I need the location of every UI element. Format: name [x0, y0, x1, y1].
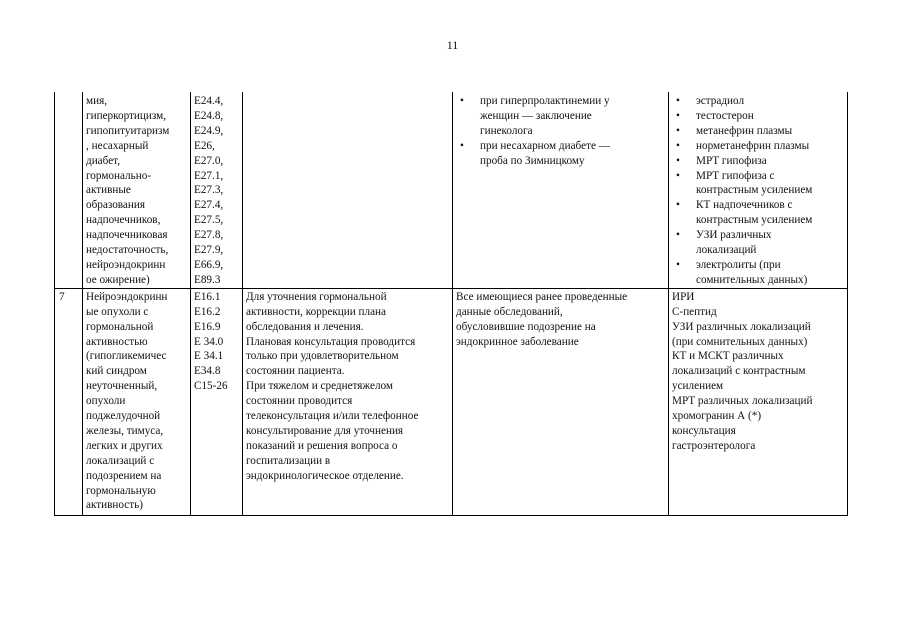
- goal-line: эндокринологическое отделение.: [246, 469, 404, 482]
- exam-line: локализаций с контрастным: [672, 365, 806, 378]
- bullet-icon: •: [460, 139, 464, 152]
- exam-item: [672, 169, 844, 199]
- diagnosis-cell: [83, 92, 191, 288]
- prior-exam-item: [456, 139, 665, 169]
- diagnosis-line: неуточненный,: [86, 380, 158, 393]
- icd-code: E16.1: [194, 290, 221, 303]
- bullet-icon: •: [676, 229, 680, 242]
- exam-item-text: УЗИ различных: [696, 229, 772, 242]
- exam-item: [672, 154, 844, 169]
- icd-code: E27.0,: [194, 154, 224, 167]
- diagnosis-line: гипопитуитаризм: [86, 124, 170, 137]
- exam-line: хромогранин А (*): [672, 410, 762, 423]
- icd-code: E26,: [194, 139, 215, 152]
- icd-codes-cell: [191, 288, 243, 516]
- icd-code: E16.9: [194, 320, 221, 333]
- exam-item-text: контрастным усилением: [696, 184, 813, 197]
- goal-line: состоянии пациента.: [246, 365, 345, 378]
- exam-line: КТ и МСКТ различных: [672, 350, 784, 363]
- bullet-icon: •: [676, 258, 680, 271]
- exam-item-text: МРТ гипофиза с: [696, 169, 775, 182]
- icd-code: E24.8,: [194, 109, 224, 122]
- prior-exam-line: Все имеющиеся ранее проведенные: [456, 290, 628, 303]
- diagnosis-line: ые опухоли с: [86, 305, 149, 318]
- exam-item: [672, 94, 844, 109]
- goal-line: Плановая консультация проводится: [246, 335, 416, 348]
- icd-code: E 34.0: [194, 335, 224, 348]
- prior-exam-item-text: женщин — заключение: [480, 109, 592, 122]
- icd-code: E27.8,: [194, 229, 224, 242]
- bullet-icon: •: [676, 169, 680, 182]
- exam-item-text: эстрадиол: [696, 95, 745, 107]
- exam-item-text: сомнительных данных): [696, 273, 808, 286]
- exam-line: гастроэнтеролога: [672, 439, 756, 452]
- diagnosis-line: нейроэндокринн: [86, 258, 166, 271]
- exam-line: МРТ различных локализаций: [672, 395, 813, 408]
- consultation-goals-cell: [243, 92, 453, 288]
- bullet-icon: •: [676, 109, 680, 122]
- diagnosis-line: гормональную: [86, 484, 156, 497]
- icd-code: E 34.1: [194, 350, 224, 363]
- diagnosis-line: подозрением на: [86, 469, 162, 482]
- icd-code: E89.3: [194, 273, 221, 286]
- diagnosis-line: надпочечников,: [86, 214, 161, 227]
- prior-exam-line: данные обследований,: [456, 305, 563, 318]
- bullet-icon: •: [676, 139, 680, 152]
- exam-line: УЗИ различных локализаций: [672, 320, 811, 333]
- goal-line: только при удовлетворительном: [246, 350, 399, 363]
- diagnosis-line: активностью: [86, 335, 148, 348]
- diagnosis-line: надпочечниковая: [86, 229, 168, 242]
- bullet-icon: •: [676, 154, 680, 167]
- goal-line: госпитализации в: [246, 454, 331, 467]
- required-exams-cell: [669, 288, 848, 516]
- diagnosis-line: образования: [86, 199, 146, 212]
- diagnosis-line: активные: [86, 184, 131, 197]
- prior-exam-item-text: гинеколога: [480, 124, 533, 137]
- icd-code: C15-26: [194, 380, 228, 393]
- icd-code: E27.5,: [194, 214, 224, 227]
- exam-item-text: локализаций: [696, 244, 757, 257]
- goal-line: активности, коррекции плана: [246, 305, 387, 318]
- icd-code: E66.9,: [194, 258, 224, 271]
- exam-item-text: тестостерон: [696, 109, 754, 122]
- exam-item-text: электролиты (при: [696, 258, 781, 271]
- diagnosis-line: активность): [86, 499, 143, 512]
- diagnosis-line: поджелудочной: [86, 410, 161, 423]
- icd-code: E27.9,: [194, 244, 224, 257]
- exam-line: (при сомнительных данных): [672, 335, 808, 348]
- row-number-cell: [55, 92, 83, 288]
- icd-code: E24.4,: [194, 95, 224, 107]
- exam-item-text: норметанефрин плазмы: [696, 139, 810, 152]
- goal-line: показаний и решения вопроса о: [246, 439, 398, 452]
- diagnosis-line: ое ожирение): [86, 273, 150, 286]
- exam-line: ИРИ: [672, 290, 695, 303]
- bullet-icon: •: [460, 95, 464, 107]
- prior-exam-item-text: проба по Зимницкому: [480, 154, 585, 167]
- bullet-icon: •: [676, 199, 680, 212]
- bullet-icon: •: [676, 124, 680, 137]
- row-number-cell: 7: [55, 288, 83, 516]
- exam-item-text: метанефрин плазмы: [696, 124, 793, 137]
- exam-item-text: МРТ гипофиза: [696, 154, 767, 167]
- diagnosis-line: диабет,: [86, 154, 120, 167]
- icd-code: E27.4,: [194, 199, 224, 212]
- diagnosis-line: (гипогликемичес: [86, 350, 167, 363]
- diagnosis-line: легких и других: [86, 439, 163, 452]
- icd-code: E34.8: [194, 365, 221, 378]
- exam-line: консультация: [672, 424, 736, 437]
- diagnosis-line: мия,: [86, 95, 108, 107]
- required-exams-cell: [669, 92, 848, 288]
- consultation-goals-cell: [243, 288, 453, 516]
- goal-line: При тяжелом и среднетяжелом: [246, 380, 394, 393]
- diagnosis-cell: [83, 288, 191, 516]
- prior-exam-line: эндокринное заболевание: [456, 335, 579, 348]
- diagnosis-line: недостаточность,: [86, 244, 169, 257]
- table-row-continued: [55, 92, 848, 288]
- diagnosis-line: железы, тимуса,: [86, 424, 164, 437]
- exam-item: [672, 228, 844, 258]
- prior-exams-cell: [453, 92, 669, 288]
- page-number: 11: [446, 38, 459, 52]
- prior-exam-item-text: при гиперпролактинемии у: [480, 95, 610, 107]
- goal-line: состоянии проводится: [246, 395, 353, 408]
- exam-item: [672, 139, 844, 154]
- goal-line: Для уточнения гормональной: [246, 290, 387, 303]
- goal-line: обследования и лечения.: [246, 320, 364, 333]
- icd-code: E24.9,: [194, 124, 224, 137]
- exam-item: [672, 109, 844, 124]
- goal-line: консультирование для уточнения: [246, 424, 404, 437]
- icd-code: E27.1,: [194, 169, 224, 182]
- diagnosis-line: , несахарный: [86, 139, 149, 152]
- diagnosis-line: кий синдром: [86, 365, 147, 378]
- goal-line: телеконсультация и/или телефонное: [246, 410, 419, 423]
- icd-code: E16.2: [194, 305, 221, 318]
- exam-item: [672, 124, 844, 139]
- bullet-icon: •: [676, 95, 680, 107]
- diagnosis-line: локализаций с: [86, 454, 155, 467]
- table-row-7: [55, 288, 848, 516]
- exam-item-text: контрастным усилением: [696, 214, 813, 227]
- icd-code: E27.3,: [194, 184, 224, 197]
- referral-table: [54, 92, 848, 516]
- prior-exams-cell: [453, 288, 669, 516]
- exam-item-text: КТ надпочечников с: [696, 199, 793, 212]
- exam-item: [672, 198, 844, 228]
- prior-exam-item-text: при несахарном диабете —: [480, 139, 610, 152]
- diagnosis-line: гормональной: [86, 320, 154, 333]
- diagnosis-line: Нейроэндокринн: [86, 290, 168, 303]
- prior-exam-item: [456, 94, 665, 139]
- exam-line: усилением: [672, 380, 724, 393]
- diagnosis-line: опухоли: [86, 395, 126, 408]
- diagnosis-line: гормонально-: [86, 169, 152, 182]
- exam-line: С-пептид: [672, 305, 717, 318]
- prior-exam-line: обусловившие подозрение на: [456, 320, 596, 333]
- diagnosis-line: гиперкортицизм,: [86, 109, 167, 122]
- exam-item: [672, 258, 844, 288]
- icd-codes-cell: [191, 92, 243, 288]
